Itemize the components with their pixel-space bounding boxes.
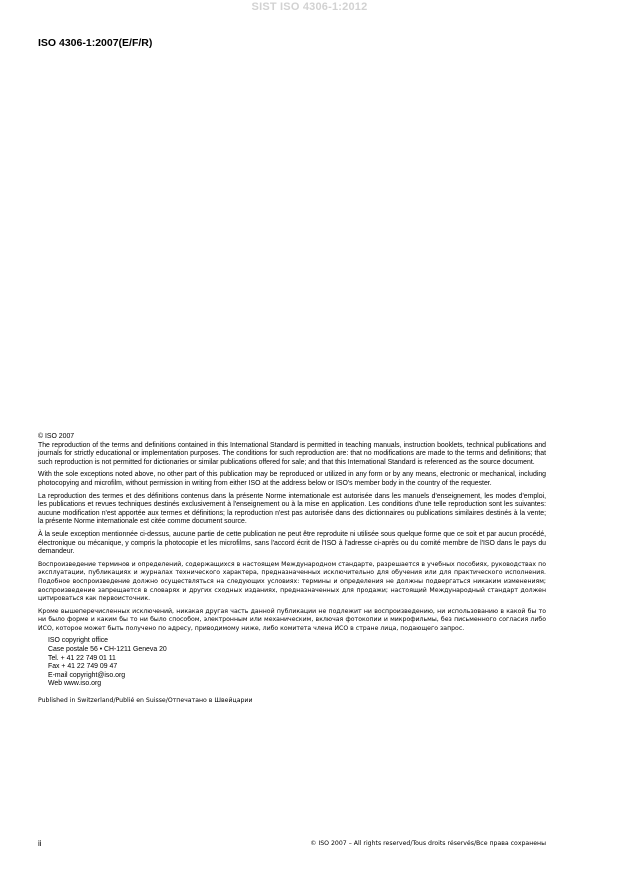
document-identifier: ISO 4306-1:2007(E/F/R): [38, 37, 153, 49]
address-web: Web www.iso.org: [48, 680, 102, 688]
english-paragraph-2: With the sole exceptions noted above, no other part of this publication may be reproduced or utilized in any form or by any means, electronic or mechanical, including photocopying and microfilm, without permission in writing from either ISO at the address below or ISO's member body in the country of the requester.: [38, 471, 546, 487]
french-paragraph-1: La reproduction des termes et des définitions contenus dans la présente Norme internationale est autorisée dans les manuels d'enseignement, les modes d'emploi, les publications et revues techniques destinés exclusivement à l'enseignement ou à la mise en application. Les conditions d'une telle reproduction sont les suivantes: aucune modification n'est apportée aux termes et définitions; la reproduction n'est pas autorisée dans des dictionnaires ou publications similaires destinés à la vente; la présente Norme internationale est citée comme document source.: [38, 492, 546, 526]
footer-rights: © ISO 2007 – All rights reserved/Tous droits réservés/Все права сохранены: [310, 840, 546, 847]
address-office: ISO copyright office: [48, 637, 109, 645]
iso-address-block: [48, 637, 546, 689]
english-paragraph-1: The reproduction of the terms and definitions contained in this International Standard is permitted in teaching manuals, instruction booklets, technical publications and journals for strictly educational or implementation purposes. The conditions for such reproduction are: that no modifications are made to the terms and definitions; that such reproduction is not permitted for dictionaries or similar publications offered for sale; and that this International Standard is referenced as the source document.: [38, 441, 546, 466]
russian-paragraph-1: Воспроизведение терминов и определений, содержащихся в настоящем Международном стандарте, разрешается в учебных пособиях, руководствах по эксплуатации, публикациях и журналах технического характера, предназначенных исключительно для обучения или для практического исполнения. Подобное воспроизведение должно осуществляться на следующих условиях: термины и определения не должны подвергаться никаким изменениям; воспроизведение запрещается в словарях и других сходных изданиях, предназначенных для продажи; настоящий Международный стандарт должен цитироваться как первоисточник.: [38, 560, 546, 603]
watermark: SIST ISO 4306-1:2012: [251, 1, 368, 13]
page-number: ii: [38, 839, 42, 848]
address-email: E-mail copyright@iso.org: [48, 671, 126, 679]
address-tel: Tel. + 41 22 749 01 11: [48, 654, 116, 662]
published-in: Published in Switzerland/Publié en Suisse/Отпечатано в Швейцарии: [38, 697, 253, 705]
copyright-notice: [38, 433, 546, 706]
copyright-line: © ISO 2007: [38, 433, 75, 440]
address-fax: Fax + 41 22 749 09 47: [48, 663, 118, 671]
address-postal: Case postale 56 • CH-1211 Geneva 20: [48, 646, 167, 654]
russian-paragraph-2: Кроме вышеперечисленных исключений, никакая другая часть данной публикации не подлежит ни воспроизведению, ни использованию в какой бы то ни было форме и каким бы то ни было способом, электронным или механическим, включая фотокопии и микрофильмы, без письменного согласия либо ИСО, которое может быть получено по адресу, приводимому ниже, либо комитета члена ИСО в стране лица, подающего запрос.: [38, 607, 546, 632]
french-paragraph-2: À la seule exception mentionnée ci-dessus, aucune partie de cette publication ne peut être reproduite ni utilisée sous quelque forme que ce soit et par aucun procédé, électronique ou mécanique, y compris la photocopie et les microfilms, sans l'accord écrit de l'ISO à l'adresse ci-après ou du comité membre de l'ISO dans le pays du demandeur.: [38, 530, 546, 556]
